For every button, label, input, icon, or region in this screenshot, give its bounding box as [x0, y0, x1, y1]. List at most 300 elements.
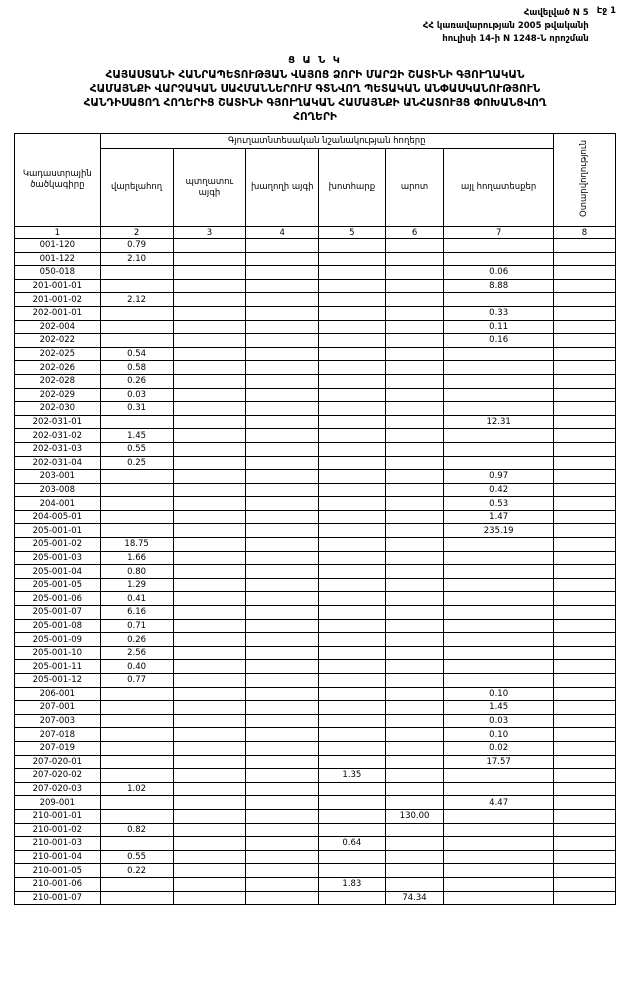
- cell-orchard: [173, 524, 246, 538]
- cell-cadastral-code: 203-008: [15, 483, 101, 497]
- cell-arable: [100, 728, 173, 742]
- cell-arable: 0.31: [100, 402, 173, 416]
- cell-hayfield: [319, 470, 385, 484]
- cell-cadastral-code: 202-031-03: [15, 442, 101, 456]
- cell-orchard: [173, 592, 246, 606]
- cell-arable: [100, 687, 173, 701]
- cell-arable: 6.16: [100, 606, 173, 620]
- title-subtitle: [14, 68, 616, 124]
- cell-vineyard: [246, 619, 319, 633]
- cell-alienation: [553, 361, 615, 375]
- cell-hayfield: [319, 538, 385, 552]
- table-header: [15, 134, 616, 239]
- table-row: [15, 592, 616, 606]
- page-number: Էջ 1: [596, 6, 616, 16]
- cell-alienation: [553, 415, 615, 429]
- cell-cadastral-code: 202-031-04: [15, 456, 101, 470]
- cell-vineyard: [246, 674, 319, 688]
- cell-hayfield: [319, 551, 385, 565]
- cell-alienation: [553, 714, 615, 728]
- cell-alienation: [553, 334, 615, 348]
- cell-alienation: [553, 374, 615, 388]
- cell-pasture: [385, 538, 444, 552]
- cell-arable: [100, 279, 173, 293]
- cell-cadastral-code: 207-003: [15, 714, 101, 728]
- cell-vineyard: [246, 741, 319, 755]
- cell-hayfield: [319, 687, 385, 701]
- table-row: [15, 279, 616, 293]
- cell-arable: [100, 320, 173, 334]
- cell-vineyard: [246, 266, 319, 280]
- table-row: [15, 293, 616, 307]
- cell-cadastral-code: 202-031-01: [15, 415, 101, 429]
- cell-cadastral-code: 205-001-12: [15, 674, 101, 688]
- cell-arable: 1.02: [100, 782, 173, 796]
- cell-cadastral-code: 202-030: [15, 402, 101, 416]
- cell-hayfield: [319, 279, 385, 293]
- cell-arable: [100, 701, 173, 715]
- cell-alienation: [553, 538, 615, 552]
- cell-alienation: [553, 660, 615, 674]
- cell-other-land: 4.47: [444, 796, 553, 810]
- cell-other-land: [444, 633, 553, 647]
- cell-cadastral-code: 204-001: [15, 497, 101, 511]
- cell-hayfield: [319, 633, 385, 647]
- document-title-block: [14, 55, 616, 124]
- cell-pasture: [385, 402, 444, 416]
- cell-alienation: [553, 402, 615, 416]
- cell-orchard: [173, 823, 246, 837]
- table-row: [15, 782, 616, 796]
- table-row: [15, 755, 616, 769]
- table-column-number-row: [15, 227, 616, 239]
- cell-pasture: [385, 769, 444, 783]
- table-row: [15, 402, 616, 416]
- cell-pasture: [385, 877, 444, 891]
- cell-alienation: [553, 320, 615, 334]
- cell-other-land: [444, 592, 553, 606]
- colnum-2: 2: [100, 227, 173, 239]
- cell-pasture: [385, 796, 444, 810]
- cell-hayfield: [319, 578, 385, 592]
- cell-pasture: [385, 320, 444, 334]
- cell-pasture: [385, 782, 444, 796]
- cell-hayfield: [319, 755, 385, 769]
- table-header-group-row: [15, 134, 616, 149]
- cell-orchard: [173, 497, 246, 511]
- cell-other-land: [444, 252, 553, 266]
- cell-hayfield: [319, 728, 385, 742]
- cell-alienation: [553, 633, 615, 647]
- cell-arable: 0.58: [100, 361, 173, 375]
- cell-pasture: [385, 633, 444, 647]
- table-row: [15, 728, 616, 742]
- cell-arable: [100, 877, 173, 891]
- table-row: [15, 646, 616, 660]
- cell-vineyard: [246, 864, 319, 878]
- header-orchard: պտղատու այգի: [173, 149, 246, 227]
- cell-orchard: [173, 877, 246, 891]
- title-line-1: ՀԱՅԱՍՏԱՆԻ ՀԱՆՐԱՊԵՏՈՒԹՅԱՆ ՎԱՅՈՑ ՁՈՐԻ ՄԱՐԶԻ ՇԱՏԻՆԻ ԳՅՈՒՂԱԿԱՆ: [105, 69, 525, 81]
- cell-orchard: [173, 361, 246, 375]
- cell-pasture: [385, 606, 444, 620]
- cell-pasture: [385, 646, 444, 660]
- cell-cadastral-code: 207-020-01: [15, 755, 101, 769]
- cell-alienation: [553, 442, 615, 456]
- cell-vineyard: [246, 320, 319, 334]
- cell-cadastral-code: 202-001-01: [15, 306, 101, 320]
- cell-hayfield: [319, 293, 385, 307]
- cell-hayfield: [319, 823, 385, 837]
- cell-arable: [100, 510, 173, 524]
- table-row: [15, 606, 616, 620]
- cell-vineyard: [246, 660, 319, 674]
- cell-orchard: [173, 606, 246, 620]
- cell-vineyard: [246, 606, 319, 620]
- cell-vineyard: [246, 388, 319, 402]
- cell-other-land: [444, 374, 553, 388]
- cell-alienation: [553, 619, 615, 633]
- colnum-4: 4: [246, 227, 319, 239]
- table-row: [15, 864, 616, 878]
- cell-other-land: [444, 646, 553, 660]
- cell-alienation: [553, 306, 615, 320]
- cell-other-land: 0.97: [444, 470, 553, 484]
- cell-arable: 0.25: [100, 456, 173, 470]
- title-line-4: ՀՈՂԵՐԻ: [293, 111, 337, 123]
- cell-orchard: [173, 415, 246, 429]
- cell-hayfield: 1.35: [319, 769, 385, 783]
- cell-other-land: 0.03: [444, 714, 553, 728]
- cell-vineyard: [246, 252, 319, 266]
- cell-orchard: [173, 239, 246, 253]
- cell-arable: 0.26: [100, 374, 173, 388]
- cell-other-land: 17.57: [444, 755, 553, 769]
- cell-cadastral-code: 205-001-08: [15, 619, 101, 633]
- cell-hayfield: [319, 606, 385, 620]
- cell-other-land: 1.47: [444, 510, 553, 524]
- cell-vineyard: [246, 510, 319, 524]
- cell-orchard: [173, 891, 246, 905]
- cell-pasture: [385, 660, 444, 674]
- cell-vineyard: [246, 293, 319, 307]
- table-row: [15, 334, 616, 348]
- cell-vineyard: [246, 442, 319, 456]
- table-row: [15, 823, 616, 837]
- cell-cadastral-code: 202-029: [15, 388, 101, 402]
- cell-hayfield: [319, 809, 385, 823]
- cell-other-land: [444, 565, 553, 579]
- cell-vineyard: [246, 538, 319, 552]
- cell-hayfield: [319, 592, 385, 606]
- cell-hayfield: [319, 660, 385, 674]
- cell-cadastral-code: 205-001-09: [15, 633, 101, 647]
- cell-other-land: 0.06: [444, 266, 553, 280]
- cell-orchard: [173, 769, 246, 783]
- cell-pasture: [385, 592, 444, 606]
- cell-alienation: [553, 769, 615, 783]
- table-body: [15, 239, 616, 905]
- cell-other-land: 0.11: [444, 320, 553, 334]
- cell-orchard: [173, 714, 246, 728]
- cell-cadastral-code: 203-001: [15, 470, 101, 484]
- cell-other-land: 0.10: [444, 687, 553, 701]
- cell-pasture: [385, 306, 444, 320]
- cell-orchard: [173, 619, 246, 633]
- cell-orchard: [173, 388, 246, 402]
- cell-vineyard: [246, 551, 319, 565]
- cell-hayfield: [319, 782, 385, 796]
- cell-vineyard: [246, 456, 319, 470]
- cell-alienation: [553, 864, 615, 878]
- cell-orchard: [173, 728, 246, 742]
- cell-arable: 1.29: [100, 578, 173, 592]
- cell-vineyard: [246, 239, 319, 253]
- cell-other-land: [444, 429, 553, 443]
- cell-orchard: [173, 347, 246, 361]
- table-row: [15, 538, 616, 552]
- table-row: [15, 388, 616, 402]
- cell-pasture: [385, 239, 444, 253]
- colnum-5: 5: [319, 227, 385, 239]
- cell-hayfield: [319, 701, 385, 715]
- cell-alienation: [553, 891, 615, 905]
- cell-cadastral-code: 205-001-03: [15, 551, 101, 565]
- cell-vineyard: [246, 796, 319, 810]
- cell-orchard: [173, 687, 246, 701]
- cell-other-land: [444, 891, 553, 905]
- annex-line-3: հուլիսի 14-ի N 1248-Ն որոշման: [442, 34, 589, 44]
- cell-vineyard: [246, 578, 319, 592]
- cell-orchard: [173, 334, 246, 348]
- cell-other-land: [444, 660, 553, 674]
- cell-alienation: [553, 456, 615, 470]
- cell-cadastral-code: 210-001-02: [15, 823, 101, 837]
- cell-alienation: [553, 592, 615, 606]
- cell-alienation: [553, 809, 615, 823]
- cell-orchard: [173, 850, 246, 864]
- cell-arable: [100, 891, 173, 905]
- cell-pasture: [385, 347, 444, 361]
- table-row: [15, 769, 616, 783]
- cell-orchard: [173, 578, 246, 592]
- cell-cadastral-code: 050-018: [15, 266, 101, 280]
- table-row: [15, 374, 616, 388]
- cell-orchard: [173, 306, 246, 320]
- cell-pasture: [385, 687, 444, 701]
- cell-hayfield: [319, 374, 385, 388]
- cell-pasture: [385, 674, 444, 688]
- cell-cadastral-code: 207-020-02: [15, 769, 101, 783]
- cell-orchard: [173, 538, 246, 552]
- cell-cadastral-code: 210-001-04: [15, 850, 101, 864]
- cell-other-land: 1.45: [444, 701, 553, 715]
- cell-alienation: [553, 687, 615, 701]
- table-row: [15, 796, 616, 810]
- cell-hayfield: [319, 864, 385, 878]
- table-row: [15, 510, 616, 524]
- cell-pasture: [385, 864, 444, 878]
- table-row: [15, 619, 616, 633]
- cell-arable: 0.40: [100, 660, 173, 674]
- header-other-land: այլ հողատեսքեր: [444, 149, 553, 227]
- cell-hayfield: [319, 456, 385, 470]
- cell-orchard: [173, 293, 246, 307]
- cell-arable: 1.45: [100, 429, 173, 443]
- cell-arable: [100, 497, 173, 511]
- cell-orchard: [173, 374, 246, 388]
- cell-cadastral-code: 205-001-02: [15, 538, 101, 552]
- cell-vineyard: [246, 877, 319, 891]
- cell-pasture: [385, 837, 444, 851]
- cell-hayfield: 1.83: [319, 877, 385, 891]
- cell-arable: 0.54: [100, 347, 173, 361]
- table-row: [15, 442, 616, 456]
- cell-cadastral-code: 205-001-11: [15, 660, 101, 674]
- table-row: [15, 741, 616, 755]
- cell-orchard: [173, 864, 246, 878]
- cell-orchard: [173, 510, 246, 524]
- cell-other-land: [444, 361, 553, 375]
- cell-pasture: [385, 470, 444, 484]
- cell-other-land: [444, 769, 553, 783]
- cell-pasture: [385, 279, 444, 293]
- cell-orchard: [173, 660, 246, 674]
- cell-pasture: [385, 429, 444, 443]
- cell-pasture: [385, 714, 444, 728]
- cell-hayfield: [319, 510, 385, 524]
- cell-other-land: [444, 850, 553, 864]
- cell-cadastral-code: 205-001-07: [15, 606, 101, 620]
- cell-other-land: 0.10: [444, 728, 553, 742]
- table-row: [15, 714, 616, 728]
- cell-arable: [100, 266, 173, 280]
- cell-arable: 0.26: [100, 633, 173, 647]
- cell-alienation: [553, 701, 615, 715]
- cell-vineyard: [246, 837, 319, 851]
- cell-hayfield: [319, 429, 385, 443]
- cell-pasture: [385, 361, 444, 375]
- cell-cadastral-code: 207-018: [15, 728, 101, 742]
- cell-orchard: [173, 633, 246, 647]
- table-header-columns-row: [15, 149, 616, 227]
- cell-cadastral-code: 201-001-01: [15, 279, 101, 293]
- cell-hayfield: [319, 239, 385, 253]
- cell-orchard: [173, 646, 246, 660]
- cell-hayfield: 0.64: [319, 837, 385, 851]
- cell-arable: [100, 415, 173, 429]
- cell-cadastral-code: 202-028: [15, 374, 101, 388]
- table-row: [15, 837, 616, 851]
- cell-other-land: 0.42: [444, 483, 553, 497]
- cell-other-land: [444, 619, 553, 633]
- cell-hayfield: [319, 306, 385, 320]
- cell-pasture: [385, 483, 444, 497]
- cell-pasture: 74.34: [385, 891, 444, 905]
- cell-alienation: [553, 470, 615, 484]
- cell-cadastral-code: 209-001: [15, 796, 101, 810]
- cell-arable: 0.71: [100, 619, 173, 633]
- cell-hayfield: [319, 402, 385, 416]
- cell-vineyard: [246, 497, 319, 511]
- table-row: [15, 565, 616, 579]
- cell-cadastral-code: 210-001-06: [15, 877, 101, 891]
- cell-pasture: [385, 701, 444, 715]
- table-row: [15, 252, 616, 266]
- cell-vineyard: [246, 714, 319, 728]
- cell-alienation: [553, 524, 615, 538]
- cell-vineyard: [246, 279, 319, 293]
- cell-hayfield: [319, 565, 385, 579]
- cell-hayfield: [319, 619, 385, 633]
- cell-vineyard: [246, 823, 319, 837]
- cell-other-land: [444, 837, 553, 851]
- cell-orchard: [173, 442, 246, 456]
- cell-arable: 0.79: [100, 239, 173, 253]
- cell-cadastral-code: 210-001-01: [15, 809, 101, 823]
- cell-alienation: [553, 877, 615, 891]
- cell-other-land: 0.16: [444, 334, 553, 348]
- table-row: [15, 551, 616, 565]
- cell-other-land: [444, 347, 553, 361]
- header-arable: վարելահող: [100, 149, 173, 227]
- cell-other-land: 0.02: [444, 741, 553, 755]
- header-hayfield: խոտհարք: [319, 149, 385, 227]
- cell-vineyard: [246, 687, 319, 701]
- cell-arable: 0.80: [100, 565, 173, 579]
- cell-alienation: [553, 565, 615, 579]
- cell-pasture: [385, 619, 444, 633]
- cell-vineyard: [246, 374, 319, 388]
- cell-cadastral-code: 205-001-04: [15, 565, 101, 579]
- cell-vineyard: [246, 429, 319, 443]
- cell-arable: [100, 306, 173, 320]
- table-row: [15, 415, 616, 429]
- cell-cadastral-code: 205-001-10: [15, 646, 101, 660]
- cell-alienation: [553, 483, 615, 497]
- cell-vineyard: [246, 334, 319, 348]
- cell-hayfield: [319, 497, 385, 511]
- cell-pasture: [385, 524, 444, 538]
- cell-hayfield: [319, 361, 385, 375]
- header-annex-block: [423, 6, 589, 45]
- cell-alienation: [553, 741, 615, 755]
- annex-number: Հավելված N 5: [523, 8, 589, 18]
- table-row: [15, 633, 616, 647]
- cell-hayfield: [319, 320, 385, 334]
- cell-alienation: [553, 837, 615, 851]
- cell-other-land: [444, 388, 553, 402]
- cell-vineyard: [246, 524, 319, 538]
- cell-other-land: [444, 402, 553, 416]
- cell-other-land: [444, 823, 553, 837]
- annex-line-2: ՀՀ կառավարության 2005 թվականի: [422, 21, 589, 31]
- cell-alienation: [553, 252, 615, 266]
- cell-pasture: [385, 456, 444, 470]
- cell-hayfield: [319, 266, 385, 280]
- title-line-3: ՀԱՆԴԻՍԱՑՈՂ ՀՈՂԵՐԻՑ ՇԱՏԻՆԻ ԳՅՈՒՂԱԿԱՆ ՀԱՄԱՅՆՔԻ ԱՆՀԱՏՈՒՅՑ ՓՈԽԱՆՑՎՈՂ: [83, 97, 547, 109]
- cell-orchard: [173, 483, 246, 497]
- cell-alienation: [553, 429, 615, 443]
- cell-other-land: 8.88: [444, 279, 553, 293]
- table-row: [15, 306, 616, 320]
- cell-pasture: [385, 293, 444, 307]
- cell-vineyard: [246, 891, 319, 905]
- cell-hayfield: [319, 415, 385, 429]
- cell-other-land: [444, 442, 553, 456]
- cell-arable: 0.22: [100, 864, 173, 878]
- cell-arable: 18.75: [100, 538, 173, 552]
